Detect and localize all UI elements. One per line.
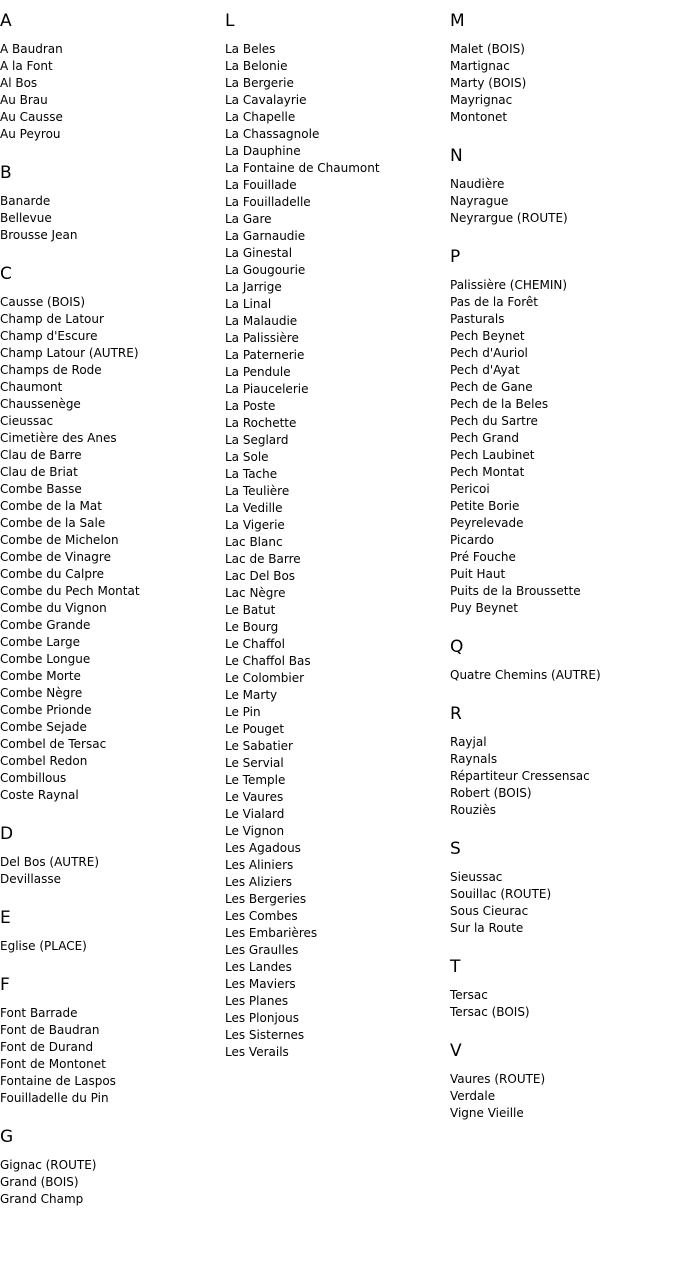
place-link-au-peyrou[interactable]: Au Peyrou bbox=[0, 127, 61, 141]
place-list bbox=[0, 1005, 220, 1107]
letter-heading: Q bbox=[450, 637, 464, 657]
place-list bbox=[450, 987, 675, 1021]
place-link-pericoi[interactable]: Pericoi bbox=[450, 482, 490, 496]
place-link-palissiere-chemin[interactable]: Palissière (CHEMIN) bbox=[450, 278, 568, 292]
place-link-clau-de-briat[interactable]: Clau de Briat bbox=[0, 465, 78, 479]
place-link-devillasse[interactable]: Devillasse bbox=[0, 872, 61, 886]
place-link-la-pendule[interactable]: La Pendule bbox=[225, 365, 291, 379]
letter-section-r bbox=[450, 703, 675, 819]
place-link-les-combes[interactable]: Les Combes bbox=[225, 909, 298, 923]
place-link-banarde[interactable]: Banarde bbox=[0, 194, 51, 208]
place-link-clau-de-barre[interactable]: Clau de Barre bbox=[0, 448, 82, 462]
place-link-le-bourg[interactable]: Le Bourg bbox=[225, 620, 279, 634]
letter-section-d bbox=[0, 823, 220, 888]
place-link-le-marty[interactable]: Le Marty bbox=[225, 688, 278, 702]
place-link-la-beles[interactable]: La Beles bbox=[225, 42, 276, 56]
letter-section-e bbox=[0, 907, 220, 955]
place-link-rayjal[interactable]: Rayjal bbox=[450, 735, 487, 749]
place-link-pech-de-gane[interactable]: Pech de Gane bbox=[450, 380, 533, 394]
place-link-champs-de-rode[interactable]: Champs de Rode bbox=[0, 363, 102, 377]
place-link-la-rochette[interactable]: La Rochette bbox=[225, 416, 297, 430]
place-link-raynals[interactable]: Raynals bbox=[450, 752, 498, 766]
place-link-repartiteur-cressensac[interactable]: Répartiteur Cressensac bbox=[450, 769, 590, 783]
place-link-combe-basse[interactable]: Combe Basse bbox=[0, 482, 82, 496]
place-link-le-sabatier[interactable]: Le Sabatier bbox=[225, 739, 293, 753]
index-column-1 bbox=[0, 10, 220, 1227]
place-link-le-temple[interactable]: Le Temple bbox=[225, 773, 286, 787]
letter-section-v bbox=[450, 1040, 675, 1122]
place-link-la-cavalayrie[interactable]: La Cavalayrie bbox=[225, 93, 307, 107]
place-link-quatre-chemins-autre[interactable]: Quatre Chemins (AUTRE) bbox=[450, 668, 601, 682]
place-link-souillac-route[interactable]: Souillac (ROUTE) bbox=[450, 887, 552, 901]
place-link-combe-prionde[interactable]: Combe Prionde bbox=[0, 703, 92, 717]
place-link-les-aliziers[interactable]: Les Aliziers bbox=[225, 875, 293, 889]
place-link-font-de-baudran[interactable]: Font de Baudran bbox=[0, 1023, 100, 1037]
place-link-la-garnaudie[interactable]: La Garnaudie bbox=[225, 229, 306, 243]
place-link-sur-la-route[interactable]: Sur la Route bbox=[450, 921, 524, 935]
letter-section-l bbox=[225, 10, 445, 1061]
place-list bbox=[0, 193, 220, 244]
letter-heading: E bbox=[0, 908, 11, 928]
place-link-champ-de-latour[interactable]: Champ de Latour bbox=[0, 312, 104, 326]
place-link-les-sisternes[interactable]: Les Sisternes bbox=[225, 1028, 305, 1042]
place-link-le-chaffol[interactable]: Le Chaffol bbox=[225, 637, 285, 651]
place-list bbox=[450, 41, 675, 126]
letter-heading: T bbox=[450, 957, 461, 977]
place-list bbox=[450, 277, 675, 617]
place-link-combe-de-michelon[interactable]: Combe de Michelon bbox=[0, 533, 119, 547]
place-link-la-palissiere[interactable]: La Palissière bbox=[225, 331, 299, 345]
place-list bbox=[0, 1157, 220, 1208]
place-link-puy-beynet[interactable]: Puy Beynet bbox=[450, 601, 518, 615]
place-link-les-plonjous[interactable]: Les Plonjous bbox=[225, 1011, 299, 1025]
place-link-pech-montat[interactable]: Pech Montat bbox=[450, 465, 525, 479]
letter-section-f bbox=[0, 974, 220, 1107]
place-link-la-gougourie[interactable]: La Gougourie bbox=[225, 263, 306, 277]
place-link-les-graulles[interactable]: Les Graulles bbox=[225, 943, 299, 957]
place-link-combel-de-tersac[interactable]: Combel de Tersac bbox=[0, 737, 107, 751]
letter-section-n bbox=[450, 145, 675, 227]
place-list bbox=[0, 294, 220, 804]
place-link-pech-d-ayat[interactable]: Pech d'Ayat bbox=[450, 363, 520, 377]
place-link-peyrelevade[interactable]: Peyrelevade bbox=[450, 516, 524, 530]
place-link-au-brau[interactable]: Au Brau bbox=[0, 93, 48, 107]
place-link-pas-de-la-foret[interactable]: Pas de la Forêt bbox=[450, 295, 539, 309]
index-column-2 bbox=[225, 10, 445, 1080]
place-link-chaussenege[interactable]: Chaussenège bbox=[0, 397, 81, 411]
place-link-chaumont[interactable]: Chaumont bbox=[0, 380, 63, 394]
place-link-sous-cieurac[interactable]: Sous Cieurac bbox=[450, 904, 529, 918]
place-link-montonet[interactable]: Montonet bbox=[450, 110, 508, 124]
place-link-lac-de-barre[interactable]: Lac de Barre bbox=[225, 552, 301, 566]
place-link-les-landes[interactable]: Les Landes bbox=[225, 960, 292, 974]
place-link-vigne-vieille[interactable]: Vigne Vieille bbox=[450, 1106, 524, 1120]
place-link-verdale[interactable]: Verdale bbox=[450, 1089, 496, 1103]
letter-heading: M bbox=[450, 11, 465, 31]
place-link-le-vignon[interactable]: Le Vignon bbox=[225, 824, 285, 838]
place-link-coste-raynal[interactable]: Coste Raynal bbox=[0, 788, 79, 802]
place-link-la-vedille[interactable]: La Vedille bbox=[225, 501, 283, 515]
place-link-le-vialard[interactable]: Le Vialard bbox=[225, 807, 285, 821]
letter-heading: B bbox=[0, 163, 12, 183]
place-link-rouzies[interactable]: Rouziès bbox=[450, 803, 497, 817]
place-link-fouilladelle-du-pin[interactable]: Fouilladelle du Pin bbox=[0, 1091, 109, 1105]
place-link-le-servial[interactable]: Le Servial bbox=[225, 756, 284, 770]
place-link-les-bergeries[interactable]: Les Bergeries bbox=[225, 892, 307, 906]
letter-section-b bbox=[0, 162, 220, 244]
letter-heading: P bbox=[450, 247, 461, 267]
place-link-combe-sejade[interactable]: Combe Sejade bbox=[0, 720, 87, 734]
letter-heading: L bbox=[225, 11, 235, 31]
place-link-combe-large[interactable]: Combe Large bbox=[0, 635, 80, 649]
place-link-combillous[interactable]: Combillous bbox=[0, 771, 67, 785]
place-link-combe-de-la-mat[interactable]: Combe de la Mat bbox=[0, 499, 102, 513]
place-link-tersac[interactable]: Tersac bbox=[450, 988, 488, 1002]
place-link-le-vaures[interactable]: Le Vaures bbox=[225, 790, 284, 804]
place-link-bellevue[interactable]: Bellevue bbox=[0, 211, 52, 225]
place-list bbox=[0, 854, 220, 888]
letter-section-g bbox=[0, 1126, 220, 1208]
place-link-pech-de-la-beles[interactable]: Pech de la Beles bbox=[450, 397, 549, 411]
place-link-picardo[interactable]: Picardo bbox=[450, 533, 494, 547]
place-link-la-poste[interactable]: La Poste bbox=[225, 399, 276, 413]
place-list bbox=[450, 1071, 675, 1122]
place-link-le-pin[interactable]: Le Pin bbox=[225, 705, 261, 719]
place-link-la-piaucelerie[interactable]: La Piaucelerie bbox=[225, 382, 309, 396]
place-link-petite-borie[interactable]: Petite Borie bbox=[450, 499, 520, 513]
place-link-font-de-montonet[interactable]: Font de Montonet bbox=[0, 1057, 106, 1071]
place-link-pech-d-auriol[interactable]: Pech d'Auriol bbox=[450, 346, 528, 360]
place-link-tersac-bois[interactable]: Tersac (BOIS) bbox=[450, 1005, 530, 1019]
letter-section-a bbox=[0, 10, 220, 143]
place-link-le-chaffol-bas[interactable]: Le Chaffol Bas bbox=[225, 654, 311, 668]
place-link-la-dauphine[interactable]: La Dauphine bbox=[225, 144, 301, 158]
place-link-a-la-font[interactable]: A la Font bbox=[0, 59, 53, 73]
place-list bbox=[0, 41, 220, 143]
place-link-combe-grande[interactable]: Combe Grande bbox=[0, 618, 91, 632]
place-link-puit-haut[interactable]: Puit Haut bbox=[450, 567, 506, 581]
place-link-combe-du-pech-montat[interactable]: Combe du Pech Montat bbox=[0, 584, 140, 598]
place-link-font-barrade[interactable]: Font Barrade bbox=[0, 1006, 78, 1020]
letter-section-t bbox=[450, 956, 675, 1021]
place-link-combe-morte[interactable]: Combe Morte bbox=[0, 669, 81, 683]
place-list bbox=[225, 41, 445, 1061]
place-link-combe-de-la-sale[interactable]: Combe de la Sale bbox=[0, 516, 106, 530]
place-link-la-fouillade[interactable]: La Fouillade bbox=[225, 178, 297, 192]
place-link-lac-negre[interactable]: Lac Nègre bbox=[225, 586, 286, 600]
place-link-naudiere[interactable]: Naudière bbox=[450, 177, 505, 191]
letter-section-m bbox=[450, 10, 675, 126]
place-link-gignac-route[interactable]: Gignac (ROUTE) bbox=[0, 1158, 97, 1172]
place-link-pech-du-sartre[interactable]: Pech du Sartre bbox=[450, 414, 538, 428]
index-column-3 bbox=[450, 10, 675, 1141]
place-link-la-chapelle[interactable]: La Chapelle bbox=[225, 110, 296, 124]
place-list bbox=[450, 734, 675, 819]
place-link-la-sole[interactable]: La Sole bbox=[225, 450, 269, 464]
place-link-la-tache[interactable]: La Tache bbox=[225, 467, 278, 481]
place-link-al-bos[interactable]: Al Bos bbox=[0, 76, 38, 90]
place-link-lac-blanc[interactable]: Lac Blanc bbox=[225, 535, 283, 549]
letter-section-q bbox=[450, 636, 675, 684]
place-link-la-seglard[interactable]: La Seglard bbox=[225, 433, 289, 447]
place-link-lac-del-bos[interactable]: Lac Del Bos bbox=[225, 569, 296, 583]
place-link-vaures-route[interactable]: Vaures (ROUTE) bbox=[450, 1072, 546, 1086]
place-link-puits-de-la-broussette[interactable]: Puits de la Broussette bbox=[450, 584, 581, 598]
place-list bbox=[0, 938, 220, 955]
place-link-robert-bois[interactable]: Robert (BOIS) bbox=[450, 786, 532, 800]
place-list bbox=[450, 869, 675, 937]
place-link-combel-redon[interactable]: Combel Redon bbox=[0, 754, 88, 768]
place-link-champ-d-escure[interactable]: Champ d'Escure bbox=[0, 329, 98, 343]
place-link-fontaine-de-laspos[interactable]: Fontaine de Laspos bbox=[0, 1074, 116, 1088]
place-link-les-planes[interactable]: Les Planes bbox=[225, 994, 289, 1008]
place-link-martignac[interactable]: Martignac bbox=[450, 59, 510, 73]
place-link-neyrargue-route[interactable]: Neyrargue (ROUTE) bbox=[450, 211, 568, 225]
place-link-cieussac[interactable]: Cieussac bbox=[0, 414, 54, 428]
place-link-la-fouilladelle[interactable]: La Fouilladelle bbox=[225, 195, 311, 209]
letter-section-p bbox=[450, 246, 675, 617]
place-link-la-malaudie[interactable]: La Malaudie bbox=[225, 314, 298, 328]
place-link-les-aliniers[interactable]: Les Aliniers bbox=[225, 858, 294, 872]
place-link-grand-bois[interactable]: Grand (BOIS) bbox=[0, 1175, 79, 1189]
place-list bbox=[450, 176, 675, 227]
place-link-combe-negre[interactable]: Combe Nègre bbox=[0, 686, 83, 700]
place-link-pech-grand[interactable]: Pech Grand bbox=[450, 431, 520, 445]
place-link-la-jarrige[interactable]: La Jarrige bbox=[225, 280, 282, 294]
place-link-la-linal[interactable]: La Linal bbox=[225, 297, 272, 311]
place-link-la-chassagnole[interactable]: La Chassagnole bbox=[225, 127, 320, 141]
place-link-champ-latour-autre[interactable]: Champ Latour (AUTRE) bbox=[0, 346, 139, 360]
place-link-pasturals[interactable]: Pasturals bbox=[450, 312, 505, 326]
place-link-les-agadous[interactable]: Les Agadous bbox=[225, 841, 301, 855]
place-link-au-causse[interactable]: Au Causse bbox=[0, 110, 63, 124]
place-link-la-belonie[interactable]: La Belonie bbox=[225, 59, 288, 73]
place-link-marty-bois[interactable]: Marty (BOIS) bbox=[450, 76, 527, 90]
letter-heading: R bbox=[450, 704, 462, 724]
place-link-la-gare[interactable]: La Gare bbox=[225, 212, 272, 226]
place-link-nayrague[interactable]: Nayrague bbox=[450, 194, 509, 208]
place-link-pech-laubinet[interactable]: Pech Laubinet bbox=[450, 448, 535, 462]
place-link-la-ginestal[interactable]: La Ginestal bbox=[225, 246, 293, 260]
place-link-pech-beynet[interactable]: Pech Beynet bbox=[450, 329, 525, 343]
place-link-combe-longue[interactable]: Combe Longue bbox=[0, 652, 91, 666]
place-link-eglise-place[interactable]: Eglise (PLACE) bbox=[0, 939, 87, 953]
place-link-grand-champ[interactable]: Grand Champ bbox=[0, 1192, 84, 1206]
place-link-del-bos-autre[interactable]: Del Bos (AUTRE) bbox=[0, 855, 100, 869]
place-link-les-verails[interactable]: Les Verails bbox=[225, 1045, 289, 1059]
place-link-la-fontaine-de-chaumont[interactable]: La Fontaine de Chaumont bbox=[225, 161, 380, 175]
place-link-les-maviers[interactable]: Les Maviers bbox=[225, 977, 296, 991]
place-link-le-pouget[interactable]: Le Pouget bbox=[225, 722, 285, 736]
place-link-combe-de-vinagre[interactable]: Combe de Vinagre bbox=[0, 550, 111, 564]
letter-heading: C bbox=[0, 264, 12, 284]
place-link-causse-bois[interactable]: Causse (BOIS) bbox=[0, 295, 86, 309]
place-list bbox=[450, 667, 675, 684]
place-link-cimetiere-des-anes[interactable]: Cimetière des Anes bbox=[0, 431, 117, 445]
place-link-la-bergerie[interactable]: La Bergerie bbox=[225, 76, 294, 90]
place-link-pre-fouche[interactable]: Pré Fouche bbox=[450, 550, 516, 564]
place-link-la-vigerie[interactable]: La Vigerie bbox=[225, 518, 285, 532]
place-link-combe-du-vignon[interactable]: Combe du Vignon bbox=[0, 601, 107, 615]
place-link-le-colombier[interactable]: Le Colombier bbox=[225, 671, 305, 685]
letter-heading: F bbox=[0, 975, 10, 995]
letter-heading: V bbox=[450, 1041, 462, 1061]
letter-heading: N bbox=[450, 146, 463, 166]
place-link-sieussac[interactable]: Sieussac bbox=[450, 870, 503, 884]
place-link-mayrignac[interactable]: Mayrignac bbox=[450, 93, 513, 107]
letter-section-c bbox=[0, 263, 220, 804]
place-link-malet-bois[interactable]: Malet (BOIS) bbox=[450, 42, 525, 56]
letter-heading: D bbox=[0, 824, 14, 844]
place-link-a-baudran[interactable]: A Baudran bbox=[0, 42, 63, 56]
letter-heading: A bbox=[0, 11, 12, 31]
place-link-les-embarieres[interactable]: Les Embarières bbox=[225, 926, 318, 940]
place-link-combe-du-calpre[interactable]: Combe du Calpre bbox=[0, 567, 104, 581]
letter-heading: S bbox=[450, 839, 461, 859]
place-link-la-teuliere[interactable]: La Teulière bbox=[225, 484, 290, 498]
place-link-brousse-jean[interactable]: Brousse Jean bbox=[0, 228, 78, 242]
place-link-font-de-durand[interactable]: Font de Durand bbox=[0, 1040, 94, 1054]
place-link-la-paternerie[interactable]: La Paternerie bbox=[225, 348, 305, 362]
letter-section-s bbox=[450, 838, 675, 937]
place-link-le-batut[interactable]: Le Batut bbox=[225, 603, 276, 617]
letter-heading: G bbox=[0, 1127, 14, 1147]
